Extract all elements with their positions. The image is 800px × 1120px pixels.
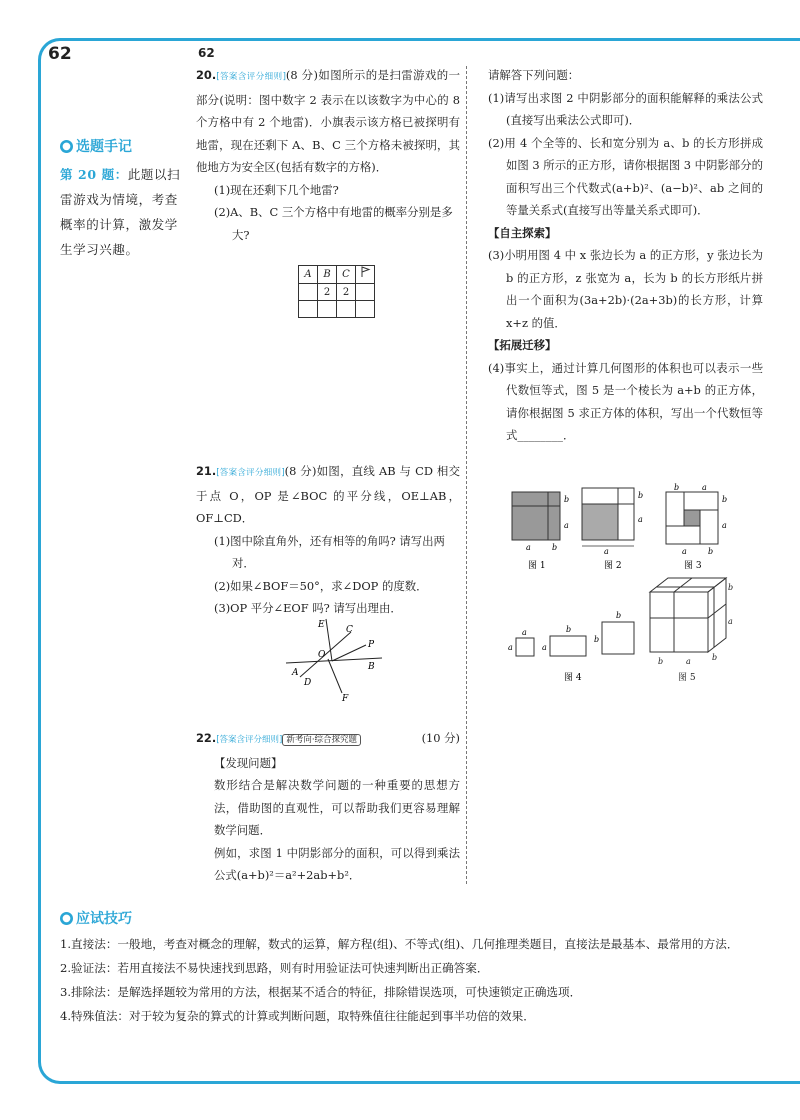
column-divider xyxy=(466,66,467,884)
q22-tag: [答案含评分细则] xyxy=(216,735,283,745)
note-body: 此题以扫雷游戏为情境，考查概率的计算，激发学生学习兴趣。 xyxy=(60,167,181,257)
fig4-caption: 图 4 xyxy=(564,673,582,683)
note-badge-icon: ● xyxy=(60,140,73,153)
selection-note xyxy=(60,136,188,262)
q20-stem: 如图所示的是扫雷游戏的一部分(说明：图中数字 2 表示在以该数字为中心的 8 个方格中有 2 个地雷)．小旗表示该方格已被探明有地雷，现在还剩下 A、B、C 三个方格未被探明，其他地方为安全区(包括有数字的方格)． xyxy=(196,68,460,174)
question-22-part1 xyxy=(196,727,460,887)
grid-cell xyxy=(299,284,318,301)
q20-tag: [答案含评分细则] xyxy=(216,72,286,82)
label-p: P xyxy=(368,640,375,650)
grid-cell-number: 2 xyxy=(337,284,356,301)
grid-cell-b: B xyxy=(318,266,337,284)
grid-cell xyxy=(337,301,356,318)
fig4-a2: a xyxy=(522,628,527,637)
grid-cell xyxy=(356,284,375,301)
fig2-a: a xyxy=(638,515,643,524)
line-of xyxy=(328,659,342,693)
figures-4-5 xyxy=(498,574,768,686)
fig1-a: a xyxy=(564,521,569,530)
fig3-b2: b xyxy=(722,495,728,504)
fig3-a: a xyxy=(702,483,707,492)
q21-number: 21. xyxy=(196,464,217,478)
fig5-a2: a xyxy=(686,657,691,666)
fig3-a3: a xyxy=(682,547,687,556)
label-c: C xyxy=(346,625,353,635)
q20-sub2: (2)A、B、C 三个方格中有地雷的概率分别是多大? xyxy=(214,205,453,242)
q21-score: (8 分) xyxy=(284,464,317,478)
figure-3 xyxy=(666,483,727,571)
fig2-a2: a xyxy=(604,547,609,556)
tips-title-text: 应试技巧 xyxy=(76,911,132,927)
fig1-a2: a xyxy=(526,543,531,552)
fig5-a1: a xyxy=(728,617,733,626)
figures-1-3 xyxy=(498,482,768,574)
q22-heading-discover: 【发现问题】 xyxy=(214,755,283,770)
fig3-caption: 图 3 xyxy=(684,561,702,571)
figure-1 xyxy=(512,492,569,571)
grid-cell-number: 2 xyxy=(318,284,337,301)
fig3-a2: a xyxy=(722,521,727,530)
label-e: E xyxy=(318,620,325,630)
q22-heading-explore: 【自主探索】 xyxy=(488,225,557,240)
fig3-b3: b xyxy=(708,547,714,556)
tips-badge-icon: ● xyxy=(60,912,73,925)
label-d: D xyxy=(304,678,312,688)
question-20 xyxy=(196,64,460,246)
label-f: F xyxy=(342,694,349,704)
fig2-b: b xyxy=(638,491,644,500)
exam-tips xyxy=(60,908,780,1028)
figure-4 xyxy=(508,611,634,683)
q21-tag: [答案含评分细则] xyxy=(216,468,285,478)
line-oe xyxy=(326,619,332,661)
grid-cell-c: C xyxy=(337,266,356,284)
q22-sub3: (3)小明用图 4 中 x 张边长为 a 的正方形，y 张边长为 b 的正方形，z 张宽为 a，长为 b 的长方形纸片拼出一个面积为(3a+2b)·(2a+3b)的长方形，计算 x+z 的值． xyxy=(488,248,763,330)
grid-cell-flag xyxy=(356,266,375,284)
note-title xyxy=(60,136,188,156)
line-cd xyxy=(300,632,351,677)
note-title-text: 选题手记 xyxy=(76,139,132,155)
fig5-caption: 图 5 xyxy=(678,673,696,683)
note-text xyxy=(60,162,188,262)
q20-sub1: (1)现在还剩下几个地雷? xyxy=(214,182,339,197)
figure-2 xyxy=(582,488,643,571)
label-b: B xyxy=(368,662,375,672)
note-label: 第 20 题： xyxy=(60,167,128,182)
q22-intro: 请解答下列问题： xyxy=(488,68,580,82)
fig1-b2: b xyxy=(552,543,558,552)
question-21 xyxy=(196,460,460,620)
q22-sub1: (1)请写出求图 2 中阴影部分的面积能解释的乘法公式(直接写出乘法公式即可)． xyxy=(488,90,763,127)
flag-icon xyxy=(359,266,371,278)
grid-cell xyxy=(299,301,318,318)
label-o: O xyxy=(318,650,326,660)
q22-tag-type: 新考向·综合探究题 xyxy=(282,734,361,746)
q22-number: 22. xyxy=(196,731,217,745)
q22-score: (10 分) xyxy=(421,731,460,745)
fig5-b1: b xyxy=(728,583,734,592)
tip-item-3: 3.排除法：是解选择题较为常用的方法，根据某不适合的特征，排除错误选项，可快速锁定正确选项． xyxy=(60,985,582,999)
minesweeper-grid xyxy=(298,265,375,318)
grid-cell xyxy=(318,301,337,318)
tip-item-2: 2.验证法：若用直接法不易快速找到思路，则有时用验证法可快速判断出正确答案． xyxy=(60,961,489,975)
fig3-b: b xyxy=(674,483,680,492)
fig5-b2: b xyxy=(658,657,664,666)
grid-cell-a: A xyxy=(299,266,318,284)
fig1-caption: 图 1 xyxy=(528,561,546,571)
q21-stem: 如图，直线 AB 与 CD 相交于点 O，OP 是∠BOC 的平分线，OE⊥AB，OF⊥CD． xyxy=(196,464,460,525)
label-a: A xyxy=(292,668,299,678)
q21-sub2: (2)如果∠BOF＝50°，求∠DOP 的度数． xyxy=(214,578,428,593)
fig5-b3: b xyxy=(712,653,718,662)
fig4-b3: b xyxy=(616,611,622,620)
tip-item-1: 1.直接法：一般地，考查对概念的理解，数式的运算，解方程(组)、不等式(组)、几何推理类题目，直接法是最基本、最常用的方法． xyxy=(60,937,739,951)
column-left xyxy=(196,64,460,246)
q22-para1: 数形结合是解决数学问题的一种重要的思想方法，借助图的直观性，可以帮助我们更容易理解数学问题． xyxy=(214,778,460,837)
q22-heading-extend: 【拓展迁移】 xyxy=(488,338,557,352)
q21-sub3: (3)OP 平分∠EOF 吗? 请写出理由． xyxy=(214,601,402,615)
tips-title xyxy=(60,908,780,928)
fig4-b1: b xyxy=(566,625,572,634)
q22-sub2: (2)用 4 个全等的、长和宽分别为 a、b 的长方形拼成如图 3 所示的正方形，请你根据图 3 中阴影部分的面积写出三个代数式(a+b)²、(a−b)²、ab 之间的等量关系式(直接写出等量关系式即可)． xyxy=(488,135,763,217)
fig1-b: b xyxy=(564,495,570,504)
page-number: 62 xyxy=(48,44,72,64)
fig4-a1: a xyxy=(508,643,513,652)
q20-score: (8 分) xyxy=(285,68,318,82)
tip-item-4: 4.特殊值法：对于较为复杂的算式的计算或判断问题，取特殊值往往能起到事半功倍的效果． xyxy=(60,1009,535,1023)
fig4-a3: a xyxy=(542,643,547,652)
angle-figure xyxy=(280,615,390,705)
q22-para2: 例如，求图 1 中阴影部分的面积，可以得到乘法公式(a+b)²＝a²+2ab+b²． xyxy=(214,845,460,882)
page-number-small: 62 xyxy=(198,46,215,60)
grid-cell xyxy=(356,301,375,318)
q21-sub1: (1)图中除直角外，还有相等的角吗? 请写出两对． xyxy=(214,533,445,570)
fig4-b2: b xyxy=(594,635,600,644)
figure-5 xyxy=(650,578,733,683)
fig2-caption: 图 2 xyxy=(604,561,622,571)
q22-sub4: (4)事实上，通过计算几何图形的体积也可以表示一些代数恒等式，图 5 是一个棱长为 a+b 的正方体，请你根据图 5 求正方体的体积，写出一个代数恒等式________． xyxy=(488,360,763,442)
q20-number: 20. xyxy=(196,68,217,82)
column-right xyxy=(488,64,763,447)
